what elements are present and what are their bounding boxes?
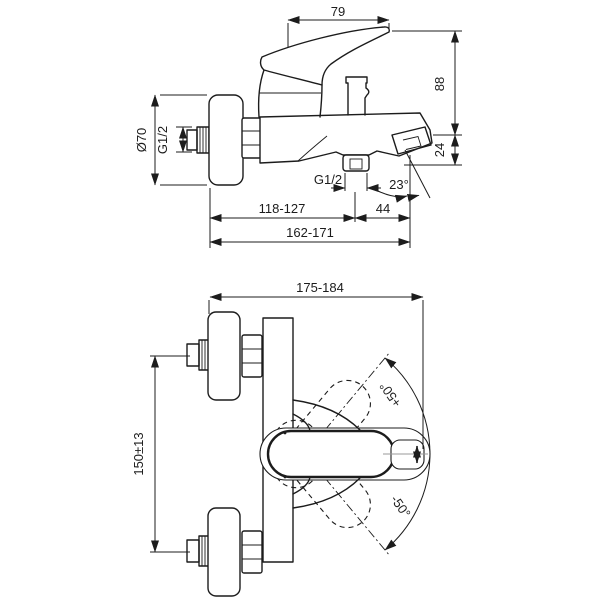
dim-escutcheon-diameter [134,95,207,185]
dim-total-projection [210,225,410,242]
dim-label-88: 88 [432,76,447,92]
dim-label-23deg: 23° [389,177,409,192]
lever-handle-plan [268,431,394,477]
dim-label-plus50: +50° [376,379,405,411]
dim-label-minus50: -50° [387,492,414,521]
dim-outlet-to-tip [355,201,410,218]
dim-label-162-171: 162-171 [286,225,334,240]
dim-label-inlet-g12: G1/2 [155,125,170,155]
lever-screw-dot-upper [284,432,287,435]
dim-label-79: 79 [330,4,346,19]
dim-inlet-centers [131,356,190,552]
shower-outlet [343,155,369,171]
plan-inlet-lower [187,508,262,596]
dim-label-44: 44 [375,201,391,216]
inlet-nipple [187,127,209,153]
side-view [134,4,462,248]
dim-label-118-127: 118-127 [258,201,306,216]
dim-label-dia70: Ø70 [134,127,149,153]
dim-label-175-184: 175-184 [296,280,344,295]
wall-escutcheon [209,95,243,185]
mounting-nut [242,118,261,158]
dim-label-24: 24 [432,142,447,158]
dim-label-outlet-g12: G1/2 [313,172,343,187]
swing-centerline-down [325,478,390,556]
dim-overall-width [209,280,423,449]
plan-inlet-upper [187,312,262,400]
plan-view [131,280,430,596]
lever-screw-dot-lower [284,476,287,479]
dim-outlet-thread [314,172,381,191]
lever-handle [261,27,390,85]
dim-label-150: 150±13 [131,432,146,476]
diverter-stub [346,77,369,115]
